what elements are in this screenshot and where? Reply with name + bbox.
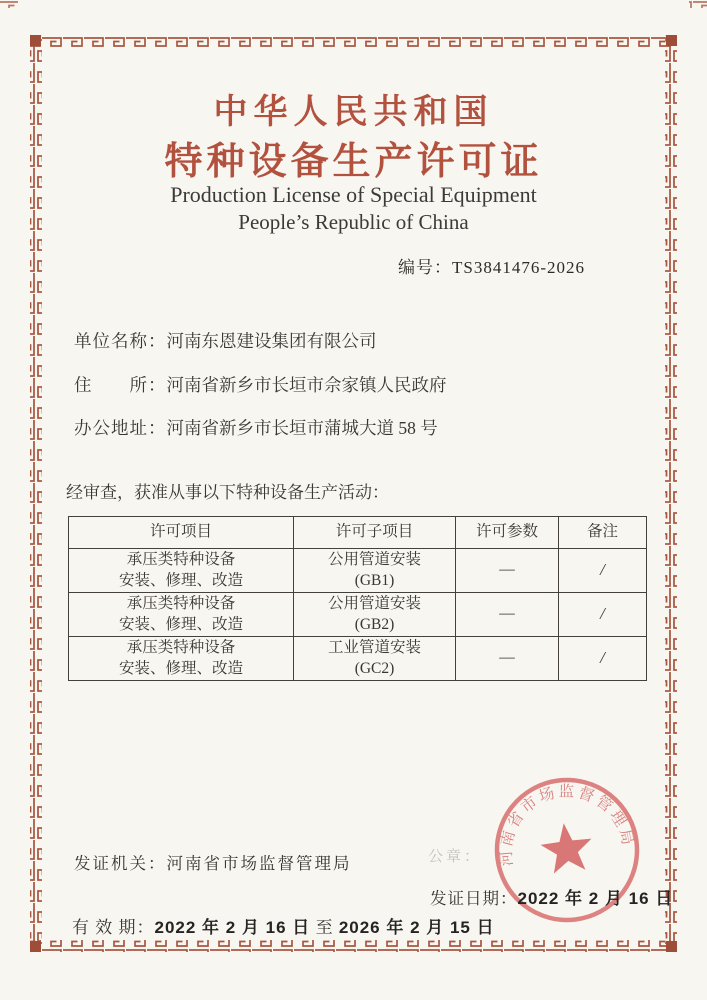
license-number-label: 编号： <box>398 258 452 277</box>
cell-permit-parameter: — <box>456 593 559 637</box>
validity-label: 有 效 期： <box>72 918 155 937</box>
domicile-value: 河南省新乡市长垣市佘家镇人民政府 <box>166 375 447 395</box>
cell-remark: / <box>559 593 647 637</box>
permit-subitem-line2: (GB2) <box>354 615 395 633</box>
office-address-value: 河南省新乡市长垣市蒲城大道 58 号 <box>166 418 438 438</box>
validity-joiner: 至 <box>315 918 334 937</box>
permit-item-line2: 安装、修理、改造 <box>118 659 243 677</box>
cell-permit-parameter: — <box>456 637 559 681</box>
border-corner-bl <box>30 941 41 952</box>
company-name-label: 单位名称： <box>74 331 167 351</box>
header-permit-item: 许可项目 <box>69 517 294 549</box>
domicile-label: 住 所： <box>74 375 167 395</box>
cell-remark: / <box>559 549 647 593</box>
table-row <box>69 549 647 593</box>
title-en-line1: Production License of Special Equipment <box>170 182 537 207</box>
cell-permit-subitem <box>294 593 456 637</box>
permit-item-line1: 承压类特种设备 <box>126 551 236 569</box>
issue-date-value: 2022 年 2 月 16 日 <box>517 889 674 908</box>
header-permit-parameter: 许可参数 <box>456 517 559 549</box>
field-company-name <box>74 328 377 353</box>
permit-subitem-line1: 公用管道安装 <box>327 551 421 569</box>
header-permit-subitem: 许可子项目 <box>294 517 456 549</box>
title-en-line2: People’s Republic of China <box>238 210 469 234</box>
table-row <box>69 593 647 637</box>
cell-permit-item <box>69 637 294 681</box>
issue-date-label: 发证日期： <box>430 889 518 908</box>
header-remark: 备注 <box>559 517 647 549</box>
border-corner-br <box>666 941 677 952</box>
license-number-row <box>398 253 585 278</box>
validity-start-value: 2022 年 2 月 16 日 <box>154 918 311 937</box>
scan-fragment-tr <box>689 0 707 8</box>
border-corner-tl <box>30 35 41 46</box>
approval-note: 经审查，获准从事以下特种设备生产活动： <box>66 483 389 502</box>
issuer-row <box>74 850 352 874</box>
table-header-row <box>69 517 647 549</box>
license-table <box>68 516 647 681</box>
permit-subitem-line1: 公用管道安装 <box>327 595 421 613</box>
permit-item-line2: 安装、修理、改造 <box>118 571 243 589</box>
permit-item-line1: 承压类特种设备 <box>126 595 236 613</box>
cell-permit-subitem <box>294 549 456 593</box>
seal-star-icon <box>538 820 595 875</box>
license-number-value: TS3841476-2026 <box>452 258 585 277</box>
field-office-address <box>74 415 438 440</box>
company-name-value: 河南东恩建设集团有限公司 <box>166 331 377 351</box>
cell-remark: / <box>559 637 647 681</box>
issue-date-row <box>430 884 673 909</box>
border-corner-tr <box>666 35 677 46</box>
seal-ring-text: 河南省市场监督管理局 <box>497 783 637 867</box>
validity-end-value: 2026 年 2 月 15 日 <box>338 918 495 937</box>
permit-item-line2: 安装、修理、改造 <box>118 615 243 633</box>
cell-permit-parameter: — <box>456 549 559 593</box>
issuer-value: 河南省市场监督管理局 <box>166 854 352 873</box>
field-domicile <box>74 372 447 397</box>
validity-row <box>72 913 495 938</box>
border-bottom <box>30 940 677 952</box>
title-cn-line2: 特种设备生产许可证 <box>164 141 543 183</box>
office-address-label: 办公地址： <box>74 418 167 438</box>
table-row <box>69 637 647 681</box>
cell-permit-item <box>69 549 294 593</box>
border-top <box>30 35 677 47</box>
permit-subitem-line2: (GC2) <box>354 659 395 677</box>
title-cn-line1: 中华人民共和国 <box>213 93 494 131</box>
seal-caption: 公章： <box>428 849 483 865</box>
permit-subitem-line2: (GB1) <box>354 571 395 589</box>
cell-permit-subitem <box>294 637 456 681</box>
cell-permit-item <box>69 593 294 637</box>
scan-fragment-tl <box>0 0 18 8</box>
permit-item-line1: 承压类特种设备 <box>126 639 236 657</box>
issuer-label: 发证机关： <box>74 854 167 873</box>
permit-subitem-line1: 工业管道安装 <box>327 639 421 657</box>
